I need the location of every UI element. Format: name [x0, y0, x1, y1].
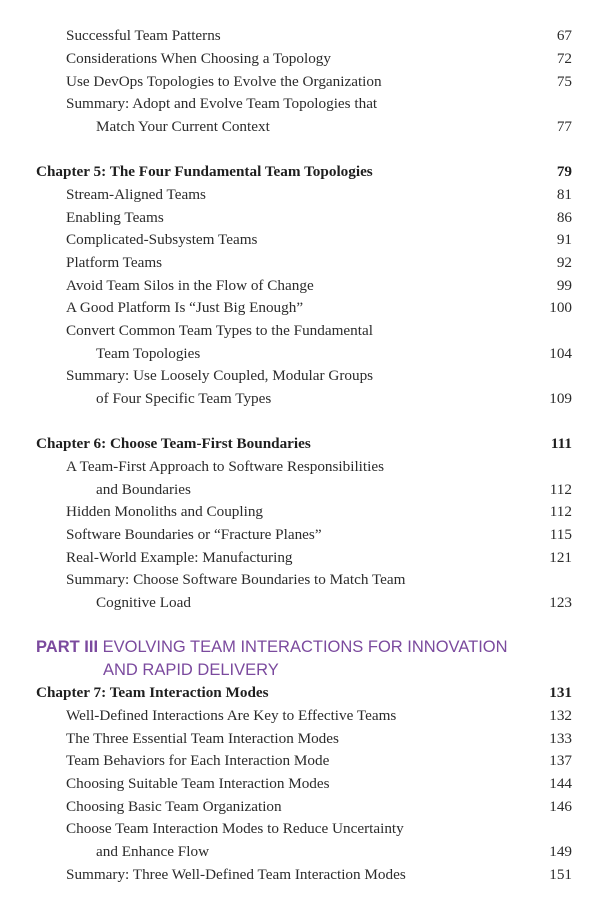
- toc-entry[interactable]: [0, 547, 607, 569]
- chapter-heading[interactable]: [0, 433, 607, 455]
- toc-entry[interactable]: [0, 456, 607, 478]
- entry-page: 137: [549, 752, 572, 769]
- entry-page: 99: [556, 277, 572, 294]
- entry-title-continuation: of Four Specific Team Types: [96, 390, 272, 407]
- toc-entry[interactable]: [0, 25, 607, 47]
- entry-page: 86: [556, 209, 572, 226]
- toc-entry[interactable]: [0, 569, 607, 591]
- toc-entry[interactable]: [0, 297, 607, 319]
- entry-title: Complicated-Subsystem Teams: [66, 231, 258, 248]
- toc-entry[interactable]: [0, 501, 607, 523]
- toc-entry[interactable]: [0, 207, 607, 229]
- entry-page: 75: [556, 73, 572, 90]
- toc-entry[interactable]: [0, 750, 607, 772]
- toc-entry[interactable]: [0, 252, 607, 274]
- entry-page: 112: [549, 503, 572, 520]
- entry-title: Team Behaviors for Each Interaction Mode: [66, 752, 330, 769]
- toc-entry-continuation[interactable]: [0, 343, 607, 365]
- entry-page: 115: [549, 526, 572, 543]
- entry-title: Avoid Team Silos in the Flow of Change: [66, 277, 314, 294]
- entry-title: A Team-First Approach to Software Responsibilities: [66, 458, 384, 475]
- entry-page: 112: [549, 481, 572, 498]
- chapter-page: 111: [550, 435, 572, 452]
- toc-entry-continuation[interactable]: [0, 479, 607, 501]
- toc-entry[interactable]: [0, 71, 607, 93]
- entry-title-continuation: Match Your Current Context: [96, 118, 270, 135]
- entry-page: 67: [556, 27, 572, 44]
- toc-entry[interactable]: [0, 365, 607, 387]
- toc-entry-continuation[interactable]: [0, 116, 607, 138]
- toc-entry[interactable]: [0, 184, 607, 206]
- entry-page: 151: [549, 866, 572, 883]
- entry-title: A Good Platform Is “Just Big Enough”: [66, 299, 304, 316]
- chapter-title: Chapter 7: Team Interaction Modes: [36, 684, 269, 701]
- toc-entry[interactable]: [0, 705, 607, 727]
- toc-entry[interactable]: [0, 320, 607, 342]
- entry-page: 133: [549, 730, 572, 747]
- entry-page: 104: [549, 345, 572, 362]
- entry-title: Software Boundaries or “Fracture Planes”: [66, 526, 322, 543]
- entry-title: Summary: Adopt and Evolve Team Topologies that: [66, 95, 378, 112]
- entry-page: 72: [556, 50, 572, 67]
- entry-title: Summary: Choose Software Boundaries to Match Team: [66, 571, 406, 588]
- entry-page: 81: [556, 186, 572, 203]
- chapter-page: 79: [556, 163, 572, 180]
- entry-title: Enabling Teams: [66, 209, 164, 226]
- entry-title: Choosing Basic Team Organization: [66, 798, 282, 815]
- toc-entry[interactable]: [0, 728, 607, 750]
- entry-title: Summary: Use Loosely Coupled, Modular Groups: [66, 367, 374, 384]
- part-heading-line1: [36, 636, 508, 658]
- chapter-title: Chapter 5: The Four Fundamental Team Topologies: [36, 163, 373, 180]
- entry-title-continuation: Team Topologies: [96, 345, 201, 362]
- entry-page: 123: [549, 594, 572, 611]
- entry-title: Successful Team Patterns: [66, 27, 221, 44]
- entry-page: 91: [556, 231, 572, 248]
- entry-page: 149: [549, 843, 572, 860]
- toc-entry-continuation[interactable]: [0, 841, 607, 863]
- chapter-page: 131: [549, 684, 572, 701]
- toc-entry[interactable]: [0, 275, 607, 297]
- entry-title: Choose Team Interaction Modes to Reduce Uncertainty: [66, 820, 404, 837]
- entry-title: Platform Teams: [66, 254, 163, 271]
- entry-title-continuation: and Enhance Flow: [96, 843, 210, 860]
- chapter-heading[interactable]: [0, 682, 607, 704]
- part-title-line1: EVOLVING TEAM INTERACTIONS FOR INNOVATION: [102, 638, 508, 656]
- part-heading: [0, 636, 607, 682]
- toc-entry[interactable]: [0, 93, 607, 115]
- entry-page: 132: [549, 707, 572, 724]
- chapter-title: Chapter 6: Choose Team-First Boundaries: [36, 435, 311, 452]
- toc-entry[interactable]: [0, 229, 607, 251]
- entry-title: Stream-Aligned Teams: [66, 186, 206, 203]
- entry-title: Well-Defined Interactions Are Key to Effective Teams: [66, 707, 397, 724]
- entry-title: Choosing Suitable Team Interaction Modes: [66, 775, 330, 792]
- entry-title: Real-World Example: Manufacturing: [66, 549, 293, 566]
- entry-page: 92: [556, 254, 572, 271]
- entry-title: Use DevOps Topologies to Evolve the Organization: [66, 73, 382, 90]
- toc-entry[interactable]: [0, 864, 607, 886]
- entry-title: Summary: Three Well-Defined Team Interaction Modes: [66, 866, 406, 883]
- entry-page: 100: [549, 299, 572, 316]
- entry-title: Hidden Monoliths and Coupling: [66, 503, 264, 520]
- toc-entry[interactable]: [0, 48, 607, 70]
- entry-page: 146: [549, 798, 572, 815]
- entry-title: Convert Common Team Types to the Fundamental: [66, 322, 373, 339]
- toc-entry[interactable]: [0, 796, 607, 818]
- entry-title-continuation: Cognitive Load: [96, 594, 191, 611]
- entry-page: 77: [556, 118, 572, 135]
- entry-title: The Three Essential Team Interaction Modes: [66, 730, 339, 747]
- entry-title-continuation: and Boundaries: [96, 481, 191, 498]
- toc-entry[interactable]: [0, 773, 607, 795]
- chapter-heading[interactable]: [0, 161, 607, 183]
- toc-entry[interactable]: [0, 818, 607, 840]
- entry-page: 144: [549, 775, 572, 792]
- part-label: PART III: [36, 638, 99, 656]
- entry-page: 109: [549, 390, 572, 407]
- toc-entry-continuation[interactable]: [0, 388, 607, 410]
- toc-entry[interactable]: [0, 524, 607, 546]
- part-title-line2: AND RAPID DELIVERY: [103, 661, 279, 679]
- entry-page: 121: [549, 549, 572, 566]
- toc-entry-continuation[interactable]: [0, 592, 607, 614]
- entry-title: Considerations When Choosing a Topology: [66, 50, 331, 67]
